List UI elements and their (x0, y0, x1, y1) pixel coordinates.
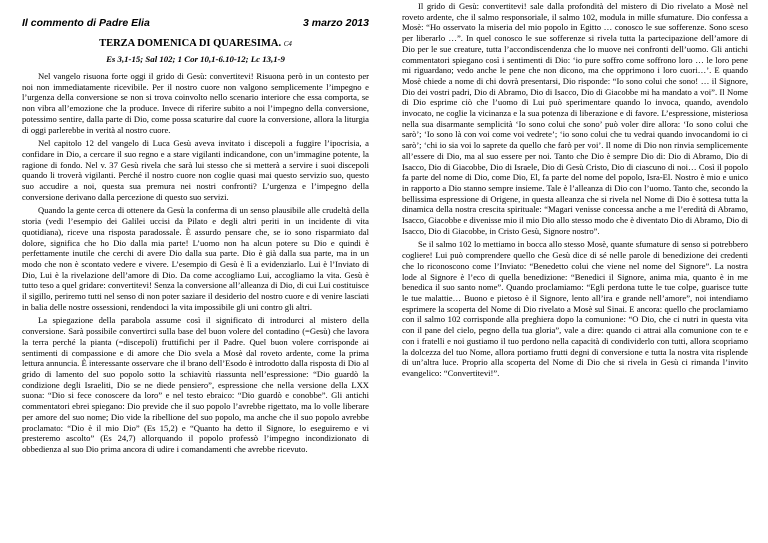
right-paragraph-2: Se il salmo 102 lo mettiamo in bocca allo stesso Mosè, quante sfumature di senso si potrebbero cogliere! Lui può comprendere quello che Gesù dice di sé nelle parole di benedizione dei credenti che lo riconoscono come l’Inviato: “Benedetto colui che viene nel nome del Signore”. La nostra lode al Signore è l’eco di quella benedizione: “Benedici il Signore, anima mia, quanto è in me benedica il suo santo nome”. Quando proclamiamo: “Egli perdona tutte le tue colpe, guarisce tutte le tue malattie… Buono e pietoso è il Signore, lento all’ira e grande nell’amore”, noi intendiamo esprimere la scoperta del Nome di Dio rivelato a Mosè sul Sinai. E ancora: quello che proclamiamo con il salmo 102 corrisponde alla preghiera dopo la comunione: “O Dio, che ci nutri in questa vita con il pane del cielo, pegno della tua gloria”, vale a dire: quando ci attrai alla comunione con te e con i fratelli e noi gustiamo il tuo perdono nella capacità di condividerlo con tutti, allora scopriamo la dolcezza del tuo Nome, allora portiamo frutti degni di conversione e tutta la nostra vita risplende di un’altra luce. Proprio alla scoperta del Nome di Dio che si rivela in Gesù ci rimanda l’invito evangelico: “Convertitevi!”. (402, 239, 748, 378)
page-header (22, 17, 369, 30)
right-paragraph-1: Il grido di Gesù: convertitevi! sale dalla profondità del mistero di Dio rivelato a Mosè nel roveto ardente, che il salmo responsoriale, il salmo 102, modula in mille sfumature. Dio confessa a Mosè: “Ho osservato la miseria del mio popolo in Egitto … conosco le sue sofferenze. Sono sceso per liberarlo …”. In quel conosco le sue sofferenze si rivela tutta la partecipazione dell’amore di Dio per le sue creature, tutta l’accondiscendenza che lo muove nei confronti dell’uomo. Gli antichi commentatori spiegano così i sentimenti di Dio: ‘io pure soffro come soffrono loro … le loro pene mi riguardano; vedo anche le pene che non dicono, ma che opprimono i loro cuori…’. E quando Mosè chiede a nome di chi dovrà presentarsi, Dio risponde: “Io sono colui che sono! … il Signore, Dio dei vostri padri, Dio di Abramo, Dio di Isacco, Dio di Giacobbe mi ha mandato a voi”. Il Nome di Dio esprime ciò che l’uomo di Lui può sperimentare quando lo invoca, quando, avendolo invocato, ne coglie la vicinanza e la sua potenza di liberazione e di favore. L’espressione, misteriosa nella sua disarmante semplicità ‘Io sono colui che sono’ può voler dire allora: ‘Io sono colui che sarò’; ‘Io sono là con voi come voi vedrete’; ‘io sono colui che tu vedrai quando invocandomi io ci sarò’; ‘chi io sia voi lo saprete da quello che farò per voi’. Il nome di Dio non rinvia semplicemente all’essere di Dio, ma al suo essere per noi. Tanto che Dio è sempre Dio di: Dio di Abramo, Dio di Isacco, Dio di Giacobbe, Dio di Israele, Dio di Gesù Cristo, Dio di ciascuno di noi… Così il popolo fa parte del nome di Dio, come Dio, El, fa parte del nome del popolo, Isra-El. Nostro è mio e unico in rapporto a Dio stanno sempre insieme. Tale è l’alleanza di Dio con l’uomo. Tanto che, secondo la bellissima espressione di Origene, in questa alleanza che si rivela nel Nome di Dio è sottesa tutta la dinamica della nostra crescita spirituale: “Magari venisse concessa anche a me l’eredità di Abramo, Isacco, Giacobbe e divenisse mio il mio Dio allo stesso modo che è diventato Dio di Abramo, Dio di Isacco, Dio di Giacobbe, in Cristo Gesù, Signore nostro”. (402, 1, 748, 236)
left-paragraph-2: Nel capitolo 12 del vangelo di Luca Gesù aveva invitato i discepoli a fuggire l’ipocrisia, a confidare in Dio, a cercare il suo regno e a stare vigilanti indicandone, con un’immagine potente, la ragione di fondo. Nel v. 37 Gesù rivela che sarà lui stesso che si metterà a servire i suoi discepoli quando li troverà vigilanti. Perché il nostro cuore non coglie quasi mai questo servizio suo, questo suo accudire a noi, questa sua premura nei nostri confronti? L’urgenza e l’impegno della conversione derivano dalla percezione di questo suo servizi. (22, 138, 369, 202)
title-text: TERZA DOMENICA DI QUARESIMA. (99, 38, 282, 49)
left-paragraph-1: Nel vangelo risuona forte oggi il grido di Gesù: convertitevi! Risuona però in un contesto per noi non immediatamente ricevibile. Per il nostro cuore non valgono semplicemente l’impegno e l’urgenza della conversione se non si trova coinvolto nello scenario interiore che essa comporta, se non vibra all’emozione che la produce. Invece di riferire subito a noi l’impegno della conversione, potessimo sentire, dalla parte di Dio, come possa scaturire dal cuore la conversione, allora la liturgia di oggi parlerebbe in verità al nostro cuore. (22, 71, 369, 135)
readings-reference: Es 3,1-15; Sal 102; 1 Cor 10,1-6.10-12; Lc 13,1-9 (106, 54, 285, 64)
left-paragraph-4: La spiegazione della parabola assume così il significato di introdurci al mistero della conversione. Sarà possibile convertirci sulla base del buon volere del contadino (=Gesù) che lavora la terra perché la pianta (=discepoli) fruttifichi per il Padre. Quel buon volere corrisponde ai sentimenti di compassione e di amore che Dio svela a Mosè dal roveto ardente, come la prima lettura annuncia. È interessante osservare che il brano dell’Esodo è introdotto dalla risposta di Dio al grido di lamento del suo popolo sotto la schiavitù riassunta nell’espressione: “Dio guardò la condizione degli Israeliti, Dio se ne diede pensiero”, espressione che nella versione della LXX suona: “Dio si fece conoscere da loro” e nel testo ebraico: “Dio guardò e conobbe”. Gli antichi commentatori ebrei spiegano: Dio previde che il suo popolo l’avrebbe rigettato, ma lo volle liberare per amore del suo nome; Dio vide la ribellione del suo popolo, ma anche che il suo popolo avrebbe proclamato: “Dio è il mio Dio” (Es 15,2) e “Quanto ha detto il Signore, lo eseguiremo e vi presteremo ascolto” (Es 24,7) allorquando il popolo professò l’impegno incondizionato di obbedienza al suo Dio prima ancora di udire i comandamenti che avrebbe ricevuto. (22, 315, 369, 454)
title-code: C4 (283, 40, 292, 48)
header-author: Il commento di Padre Elia (22, 17, 150, 29)
right-column (402, 0, 748, 382)
header-date: 3 marzo 2013 (303, 17, 369, 29)
left-column (22, 0, 369, 458)
document-title (22, 37, 369, 51)
left-paragraph-3: Quando la gente cerca di ottenere da Gesù la conferma di un senso plausibile alle crudeltà della storia (vedi l’esempio dei Galilei uccisi da Pilato e degli altri periti in un incidente di vita quotidiana), riceve una risposta paradossale. È assurdo pensare che, se io sono risparmiato dal dolore, significa che ho Dio dalla mia parte! L’uomo non ha alcun potere su Dio e quindi è perfettamente inutile che cerchi di avere Dio dalla sua parte. Dio è già dalla sua parte, ma in un modo che non è scontato vedere e vivere. L’esempio di Gesù è lì a evidenziarlo. Lui è l’Inviato di Dio, Lui è la rivelazione dell’amore di Dio. Da come accogliamo Lui, accogliamo la vita. Gesù è tutto teso a quel gridare: convertitevi! Senza la conversione all’alleanza di Dio, di cui Lui costituisce il sigillo, periremo tutti nel senso di non poter saziare il desiderio del nostro cuore e di venire lasciati in balia delle nostre ossessioni, rendendoci la vita impossibile gli uni contro gli altri. (22, 205, 369, 312)
